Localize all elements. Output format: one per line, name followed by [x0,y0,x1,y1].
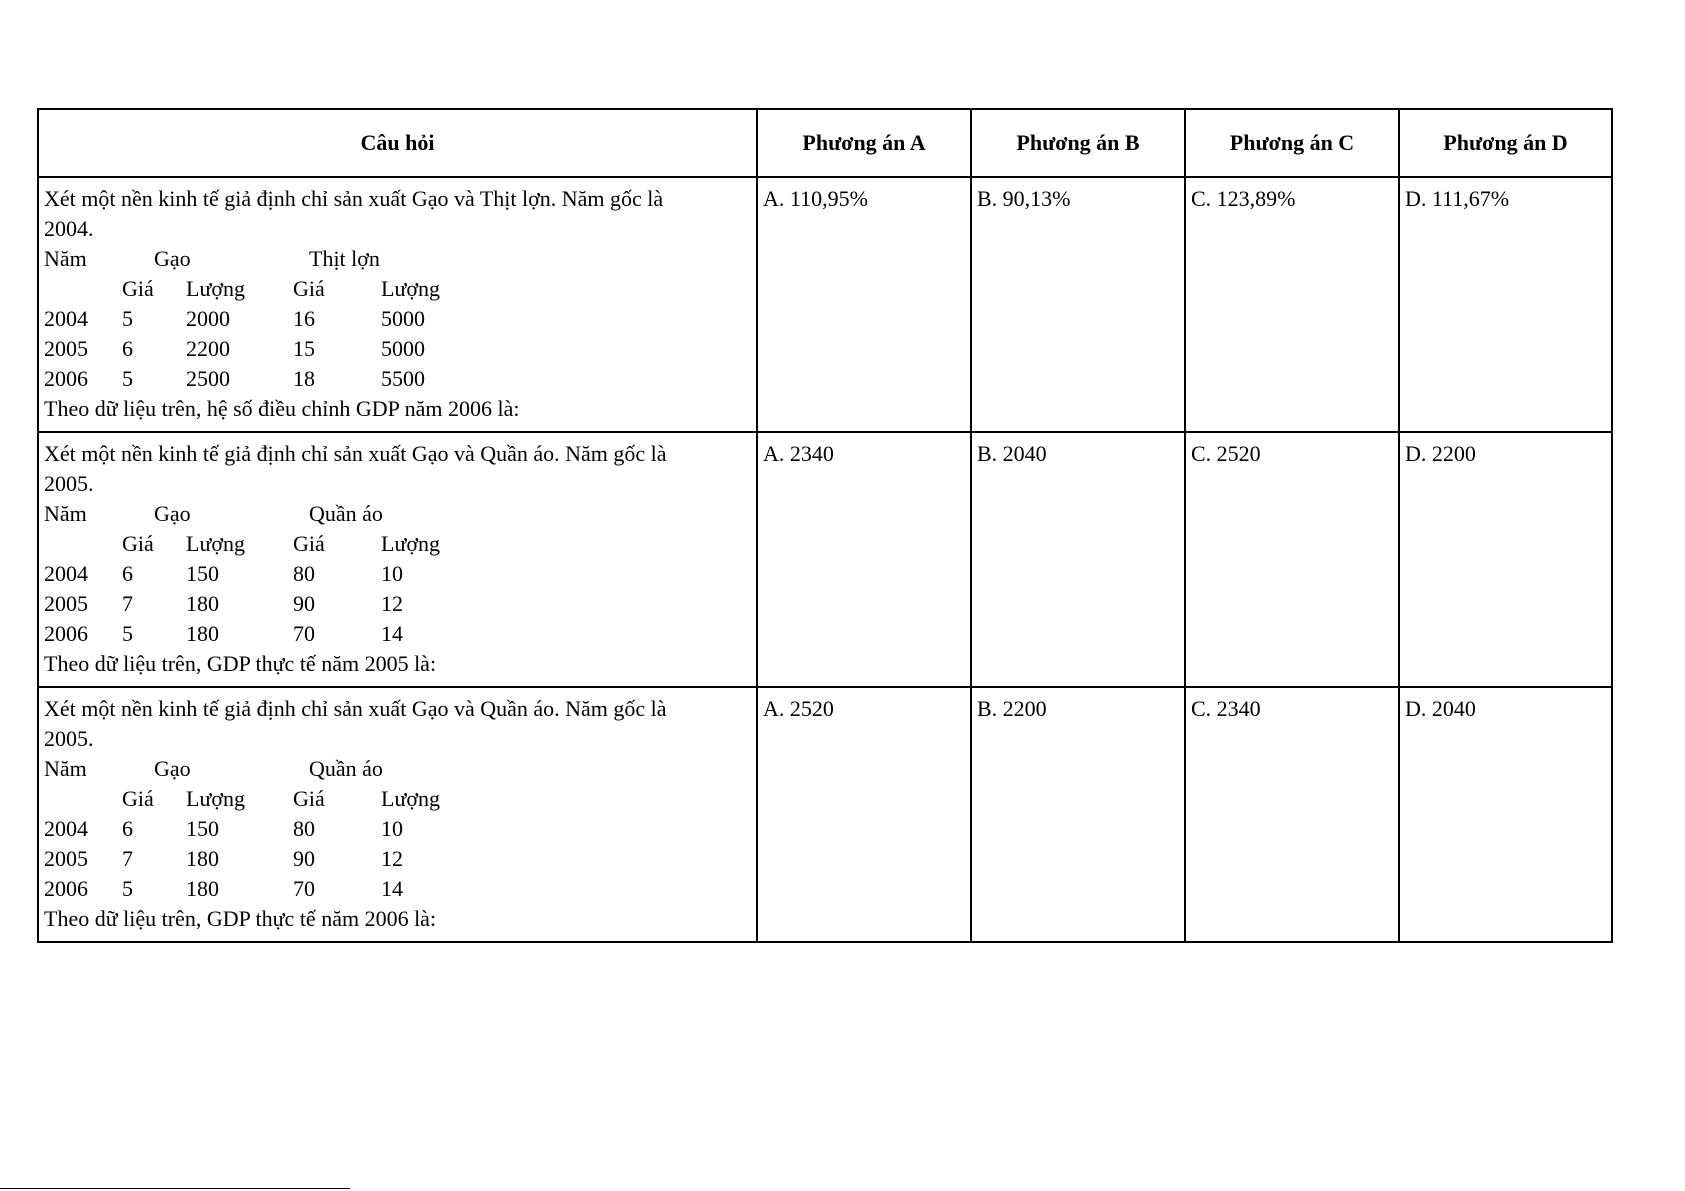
question-cell [38,432,757,687]
sub-label: Giá [293,786,325,811]
cell-value: 70 [293,621,315,646]
option-b-cell: B. 2200 [971,687,1185,942]
option-a-cell: A. 110,95% [757,177,971,432]
grid-data-row [44,559,756,589]
cell-value: 5 [122,306,133,331]
sub-label: Lượng [381,786,440,811]
grid-data-row [44,589,756,619]
header-option-a: Phương án A [757,109,971,177]
cell-value: 90 [293,591,315,616]
cell-year: 2005 [44,846,88,871]
cell-value: 12 [381,591,403,616]
question-prompt: Theo dữ liệu trên, GDP thực tế năm 2005 là: [44,651,437,676]
question-intro: Xét một nền kinh tế giả định chỉ sản xuất Gạo và Quần áo. Năm gốc là [44,441,667,466]
table-row [38,177,1612,432]
grid-data-row [44,619,756,649]
cell-value: 2000 [186,306,230,331]
question-prompt: Theo dữ liệu trên, hệ số điều chỉnh GDP năm 2006 là: [44,396,520,421]
sub-label: Lượng [381,531,440,556]
option-a-cell: A. 2520 [757,687,971,942]
cell-value: 5 [122,366,133,391]
question-cell [38,687,757,942]
good2-label: Quần áo [309,501,383,526]
cell-year: 2004 [44,306,88,331]
cell-value: 14 [381,876,403,901]
cell-value: 5000 [381,336,425,361]
cell-value: 90 [293,846,315,871]
cell-value: 80 [293,561,315,586]
header-option-d: Phương án D [1399,109,1612,177]
cell-value: 2500 [186,366,230,391]
cell-year: 2005 [44,336,88,361]
data-grid [44,754,756,904]
footer-rule [0,1188,350,1189]
cell-value: 15 [293,336,315,361]
cell-year: 2006 [44,876,88,901]
grid-header-sub [44,784,756,814]
option-d-cell: D. 2040 [1399,687,1612,942]
table-row [38,687,1612,942]
header-question: Câu hỏi [38,109,757,177]
good2-label: Thịt lợn [309,246,380,271]
cell-value: 14 [381,621,403,646]
cell-value: 10 [381,816,403,841]
cell-value: 2200 [186,336,230,361]
header-option-c: Phương án C [1185,109,1399,177]
year-column-label: Năm [44,756,87,781]
grid-header-goods [44,754,756,784]
table-row [38,432,1612,687]
grid-header-goods [44,244,756,274]
cell-year: 2004 [44,816,88,841]
grid-data-row [44,364,756,394]
cell-value: 180 [186,621,219,646]
grid-header-goods [44,499,756,529]
cell-value: 5000 [381,306,425,331]
cell-value: 70 [293,876,315,901]
cell-value: 5 [122,876,133,901]
grid-data-row [44,814,756,844]
cell-value: 18 [293,366,315,391]
good2-label: Quần áo [309,756,383,781]
question-prompt: Theo dữ liệu trên, GDP thực tế năm 2006 là: [44,906,437,931]
grid-header-sub [44,274,756,304]
sub-label: Giá [122,276,154,301]
cell-year: 2004 [44,561,88,586]
cell-value: 180 [186,846,219,871]
cell-value: 150 [186,816,219,841]
sub-label: Giá [122,786,154,811]
question-base-year: 2004. [44,216,94,241]
question-intro: Xét một nền kinh tế giả định chỉ sản xuất Gạo và Thịt lợn. Năm gốc là [44,186,664,211]
sub-label: Giá [293,531,325,556]
good1-label: Gạo [154,246,191,271]
cell-value: 7 [122,591,133,616]
cell-year: 2006 [44,621,88,646]
cell-value: 6 [122,336,133,361]
cell-value: 12 [381,846,403,871]
question-cell [38,177,757,432]
grid-header-sub [44,529,756,559]
sub-label: Giá [293,276,325,301]
cell-year: 2005 [44,591,88,616]
option-b-cell: B. 2040 [971,432,1185,687]
year-column-label: Năm [44,501,87,526]
sub-label: Lượng [186,531,245,556]
grid-data-row [44,874,756,904]
sub-label: Lượng [381,276,440,301]
sub-label: Giá [122,531,154,556]
cell-year: 2006 [44,366,88,391]
questions-table [37,108,1613,943]
cell-value: 6 [122,816,133,841]
question-base-year: 2005. [44,726,94,751]
option-c-cell: C. 123,89% [1185,177,1399,432]
question-intro: Xét một nền kinh tế giả định chỉ sản xuất Gạo và Quần áo. Năm gốc là [44,696,667,721]
cell-value: 16 [293,306,315,331]
cell-value: 10 [381,561,403,586]
cell-value: 180 [186,876,219,901]
cell-value: 180 [186,591,219,616]
option-c-cell: C. 2340 [1185,687,1399,942]
option-b-cell: B. 90,13% [971,177,1185,432]
grid-data-row [44,844,756,874]
sub-label: Lượng [186,276,245,301]
grid-data-row [44,304,756,334]
sub-label: Lượng [186,786,245,811]
cell-value: 7 [122,846,133,871]
option-d-cell: D. 2200 [1399,432,1612,687]
cell-value: 80 [293,816,315,841]
option-a-cell: A. 2340 [757,432,971,687]
good1-label: Gạo [154,756,191,781]
question-base-year: 2005. [44,471,94,496]
year-column-label: Năm [44,246,87,271]
cell-value: 5500 [381,366,425,391]
cell-value: 6 [122,561,133,586]
good1-label: Gạo [154,501,191,526]
cell-value: 150 [186,561,219,586]
header-row [38,109,1612,177]
cell-value: 5 [122,621,133,646]
data-grid [44,244,756,394]
data-grid [44,499,756,649]
option-c-cell: C. 2520 [1185,432,1399,687]
option-d-cell: D. 111,67% [1399,177,1612,432]
grid-data-row [44,334,756,364]
header-option-b: Phương án B [971,109,1185,177]
